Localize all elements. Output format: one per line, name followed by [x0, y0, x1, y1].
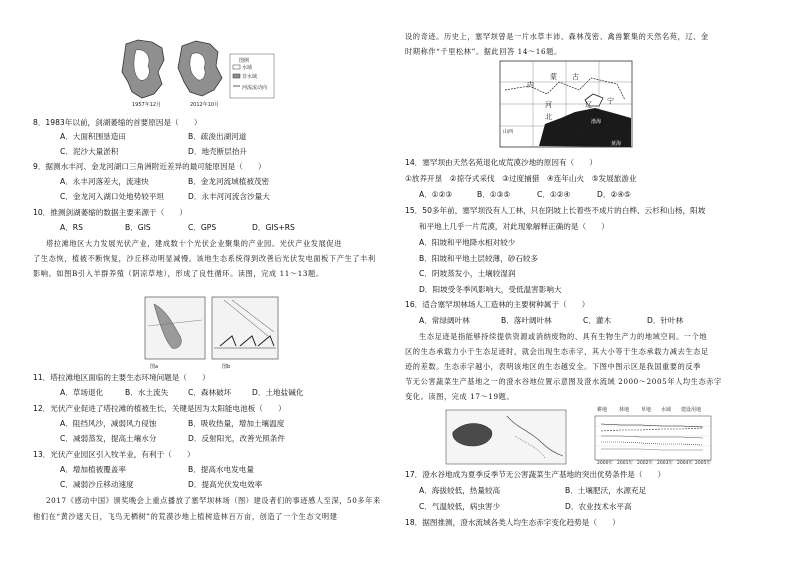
legend-title: 图例 — [239, 58, 250, 64]
q10-option-c[interactable]: C．GPS — [188, 223, 217, 232]
q17-option-a[interactable]: A．海拔较低，热量较高 — [419, 486, 501, 495]
q14-option-a[interactable]: A．①②③ — [419, 190, 453, 199]
q8-option-d[interactable]: D．地壳断层抬升 — [188, 147, 248, 156]
intro-paragraph-4-line4: 节无公害蔬菜生产基地之一的澄水谷地位置示意图及澄水流域 2000～2005年人均生态赤字 — [405, 377, 722, 386]
q17-stem: 17．澄水谷地成为夏季反季节无公害蔬菜生产基地的突出优势条件是（ ） — [405, 470, 666, 479]
q13-option-d[interactable]: D．提高光伏发电效率 — [188, 480, 263, 489]
q15-option-b[interactable]: B．阳坡和平地土层较薄，砂石较多 — [419, 254, 539, 263]
q9-option-d[interactable]: D．永丰河河流含沙量大 — [188, 192, 270, 201]
map-label-bei: 北 — [545, 113, 552, 121]
chart-year-2000: 2000年 — [597, 461, 613, 466]
map-label-huanghai: 黄海 — [611, 141, 622, 147]
intro-paragraph-2-line3: 影响。如图B引入羊群养殖（阴凉草地），形成了良性循环。读图，完成 11～13题。 — [33, 269, 324, 278]
q14-choices: ①放养开垦 ②掠夺式采伐 ③过度捕猎 ④连年山火 ⑤发展旅游业 — [405, 174, 637, 183]
intro-paragraph-4-line2: 区的生态承载力小于生态足迹时，就会出现生态赤字，其大小等于生态承载力减去生态足 — [405, 347, 709, 356]
chart-year-2001: 2001年 — [617, 461, 633, 466]
intro-paragraph-2-line1: 塔拉滩地区大力发展光伏产业，建成数十个光伏企业聚集的产业园。光伏产业发展促进 — [46, 239, 342, 248]
intro-paragraph-4-line1: 生态足迹是指能够持续提供资源或消纳废物的、具有生物生产力的地域空间。一个地 — [419, 332, 708, 341]
q13-stem: 13．光伏产业园区引入牧羊业，有利于（ ） — [33, 450, 195, 459]
q12-option-d[interactable]: D．反射阳光，改善光照条件 — [188, 434, 285, 443]
chart-year-2002: 2002年 — [637, 461, 653, 466]
q10-option-d[interactable]: D．GIS+RS — [252, 223, 295, 232]
q8-option-c[interactable]: C．泥沙大量淤积 — [60, 147, 119, 156]
q11-option-d[interactable]: D．土地盐碱化 — [252, 388, 304, 397]
q12-option-c[interactable]: C．减弱蒸发，提高土壤水分 — [60, 434, 157, 443]
chart-year-2004: 2004年 — [677, 461, 693, 466]
q14-stem: 14．塞罕坝由天然名苑退化成荒漠沙地的原因有（ ） — [405, 158, 597, 167]
q13-option-b[interactable]: B．提高水电发电量 — [188, 465, 254, 474]
q12-option-a[interactable]: A．阻挡风沙，减弱风力侵蚀 — [60, 419, 157, 428]
fig-caption-1957: 1957年12月 — [132, 102, 162, 108]
chart-legend-water: 水域 — [661, 407, 672, 413]
q12-option-b[interactable]: B．吸收热量，增加土壤温度 — [188, 419, 285, 428]
legend-land: 非水域 — [242, 74, 258, 80]
map-label-shandong: 山东 — [541, 141, 552, 147]
q9-option-c[interactable]: C．金龙河入湖口处地势较平坦 — [60, 192, 165, 201]
q18-stem: 18．据图推测，澄水流域各类人均生态赤字变化趋势是（ ） — [405, 518, 620, 527]
q17-option-c[interactable]: C．气温较低，病虫害少 — [419, 502, 501, 511]
intro-paragraph-4-line5: 变化。读图，完成 17～19题。 — [405, 392, 515, 401]
q10-stem: 10．推测剑湖萎缩的数据主要来源于（ ） — [33, 208, 187, 217]
legend-water: 水域 — [242, 65, 253, 71]
q9-option-b[interactable]: B．金龙河流域植被茂密 — [188, 177, 270, 186]
q16-option-a[interactable]: A．常绿阔叶林 — [419, 316, 470, 325]
q15-option-a[interactable]: A．阳坡和平地降水相对较少 — [419, 238, 516, 247]
q14-option-d[interactable]: D．②④⑤ — [597, 190, 631, 199]
q8-option-b[interactable]: B．疏浚出湖河道 — [188, 132, 247, 141]
map-label-nei: 内 — [527, 81, 534, 89]
map-label-ning: 宁 — [607, 97, 614, 105]
q13-option-a[interactable]: A．增加植被覆盖率 — [60, 465, 126, 474]
q15-stem: 15．50多年前，塞罕坝没有人工林，只在阴坡上长着些不成片的白桦、云杉和山杨，阳坡 — [405, 206, 706, 215]
fig2-caption-b: 图b — [222, 364, 231, 370]
map-label-shanxi: 山西 — [503, 129, 514, 135]
q15-option-c[interactable]: C．阴坡蒸发小，土壤较湿润 — [419, 269, 516, 278]
legend-flow: 河流流动向 — [242, 85, 268, 91]
map-label-he: 河 — [545, 101, 552, 109]
intro-paragraph-4-line3: 迹的差数。生态赤字越小，表明该地区的生态越安全。下图中图示区是我国重要的反季 — [405, 362, 701, 371]
q8-option-a[interactable]: A．大面积围垦造田 — [60, 132, 126, 141]
fig-caption-2012: 2012年10月 — [190, 102, 220, 108]
q16-option-d[interactable]: D．针叶林 — [647, 316, 684, 325]
chart-year-2005: 2005年 — [695, 461, 711, 466]
intro-continuation-line2: 时期称作“千里松林”。据此回答 14～16题。 — [405, 47, 562, 56]
map-label-beijing: 北京 — [565, 119, 576, 125]
q14-option-c[interactable]: C．①②④ — [537, 190, 571, 199]
solar-farm-figure — [144, 296, 280, 362]
q15-stem-cont: 和平地上几乎一片荒漠，对此现象解释正确的是（ ） — [419, 222, 609, 231]
intro-continuation-line1: 设的奇迹。历史上，塞罕坝曾是一片水草丰沛、森林茂密、禽兽繁集的天然名苑，辽、金 — [405, 32, 709, 41]
chart-legend-grass: 草地 — [641, 407, 652, 413]
q10-option-a[interactable]: A．RS — [60, 223, 83, 232]
q14-option-b[interactable]: B．①③⑤ — [477, 190, 511, 199]
intro-paragraph-2-line2: 了生态恢，植被不断恢复，沙丘移动明显减慢。该地生态系统得到改善后光伏发电面板下产生了丰利 — [33, 254, 376, 263]
q15-option-d[interactable]: D．阳坡受冬季风影响大，受低温害影响大 — [419, 285, 562, 294]
map-label-gu: 古 — [572, 73, 579, 81]
chart-legend-farmland: 耕地 — [597, 407, 608, 413]
q12-stem: 12．光伏产业促进了塔拉滩的植被生长，关键是因为太阳能电池板（ ） — [33, 404, 286, 413]
map-label-liao: 辽 — [585, 101, 592, 109]
q11-option-b[interactable]: B．水土流失 — [125, 388, 169, 397]
fig2-caption-a: 图a — [150, 364, 159, 370]
chengshui-map-and-chart — [445, 406, 715, 466]
chart-legend-construction: 建设用地 — [681, 407, 702, 413]
q11-option-a[interactable]: A．草场退化 — [60, 388, 104, 397]
q10-option-b[interactable]: B．GIS — [125, 223, 151, 232]
q17-option-b[interactable]: B．土壤肥沃，水源充足 — [565, 486, 647, 495]
map-label-tianjin: 天津 — [575, 127, 586, 133]
map-label-bohai: 渤海 — [591, 119, 602, 125]
q16-option-b[interactable]: B．落叶阔叶林 — [501, 316, 552, 325]
chart-legend-forest: 林地 — [619, 407, 630, 413]
q11-stem: 11．塔拉滩地区面临的主要生态环境问题是（ ） — [33, 373, 210, 382]
q16-stem: 16．适合塞罕坝林场人工造林的主要树种属于（ ） — [405, 300, 590, 309]
q17-option-d[interactable]: D．农业技术水平高 — [565, 502, 632, 511]
q13-option-c[interactable]: C．减弱沙丘移动速度 — [60, 480, 134, 489]
chart-year-2003: 2003年 — [657, 461, 673, 466]
map-label-meng: 蒙 — [550, 73, 557, 81]
intro-paragraph-3-line2: 他们在“黄沙遮天日，飞鸟无栖树”的荒漠沙地上植树造林百万亩，创造了一个生态文明建 — [33, 512, 338, 521]
q9-option-a[interactable]: A．永丰河落差大，流速快 — [60, 177, 149, 186]
q11-option-c[interactable]: C．森林破坏 — [188, 388, 232, 397]
q9-stem: 9．据测水丰河、金龙河湖口三角洲附近差异的最可能原因是（ ） — [33, 162, 266, 171]
intro-paragraph-3-line1: 2017《感动中国》颁奖晚会上重点播放了塞罕坝林场（图）建设者们的事迹感人至深，50多年来 — [46, 496, 381, 505]
right-column — [397, 0, 794, 562]
q8-stem: 8．1983年以前，剑湖萎缩的首要原因是（ ） — [33, 118, 202, 127]
q16-option-c[interactable]: C．灌木 — [583, 316, 612, 325]
